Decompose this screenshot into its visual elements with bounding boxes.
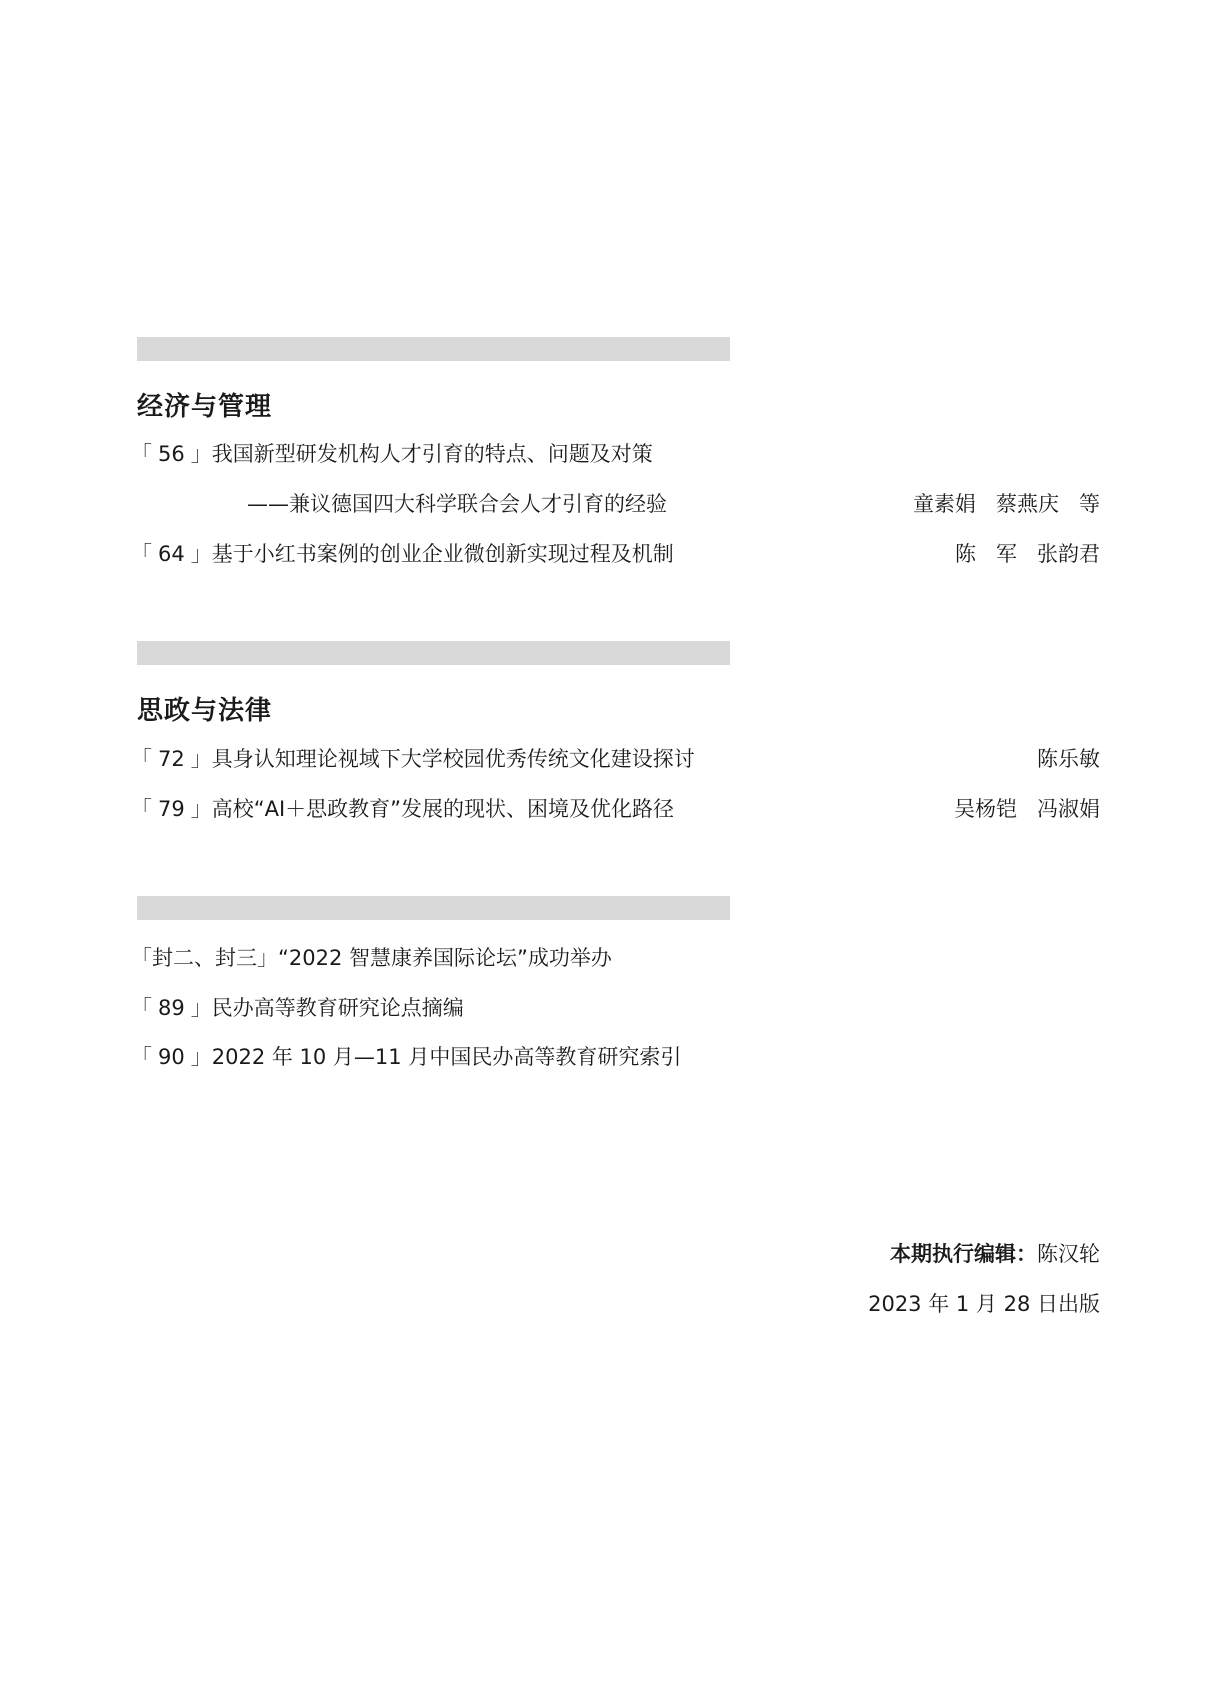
article-title: 具身认知理论视域下大学校园优秀传统文化建设探讨 (211, 747, 695, 771)
page-number: 72 (158, 747, 185, 771)
bracket-close: 」 (190, 996, 212, 1020)
bracket-close: 」 (257, 946, 278, 970)
bracket-open: 「 (131, 747, 152, 771)
section-divider-bar (137, 896, 730, 920)
toc-entry[interactable] (131, 440, 653, 468)
bracket-close: 」 (190, 1045, 212, 1069)
bracket-open: 「 (131, 542, 152, 566)
toc-entry[interactable] (131, 1043, 681, 1071)
toc-entry[interactable] (131, 540, 674, 568)
page-number: 90 (158, 1045, 185, 1069)
bracket-open: 「 (131, 1045, 152, 1069)
page-number: 89 (158, 996, 185, 1020)
section-title-economics: 经济与管理 (137, 392, 273, 422)
article-author: 吴杨铠 冯淑娟 (953, 797, 1100, 821)
page-number: 64 (158, 542, 185, 566)
article-author: 童素娟 蔡燕庆 等 (912, 492, 1100, 516)
article-title: 高校“AI＋思政教育”发展的现状、困境及优化路径 (211, 797, 675, 821)
editor-name: 陈汉轮 (1037, 1242, 1100, 1266)
bracket-close: 」 (190, 542, 212, 566)
toc-entry[interactable] (131, 795, 674, 823)
page-number: 79 (158, 797, 185, 821)
bracket-close: 」 (190, 797, 212, 821)
bracket-open: 「 (131, 797, 152, 821)
article-title: 民办高等教育研究论点摘编 (211, 996, 464, 1020)
article-title: 我国新型研发机构人才引育的特点、问题及对策 (211, 442, 653, 466)
bracket-open: 「 (131, 996, 152, 1020)
publication-date: 2023 年 1 月 28 日出版 (868, 1292, 1100, 1316)
bracket-close: 」 (190, 442, 212, 466)
article-title: 2022 年 10 月—11 月中国民办高等教育研究索引 (211, 1045, 682, 1069)
section-divider-bar (137, 337, 730, 361)
bracket-open: 「 (131, 442, 152, 466)
toc-entry[interactable] (131, 994, 464, 1022)
section-divider-bar (137, 641, 730, 665)
article-title: 基于小红书案例的创业企业微创新实现过程及机制 (211, 542, 674, 566)
article-title: “2022 智慧康养国际论坛”成功举办 (278, 946, 612, 970)
article-author: 陈 军 张韵君 (954, 542, 1100, 566)
toc-entry[interactable] (131, 944, 612, 972)
page-number: 封二、封三 (152, 946, 257, 970)
section-title-politics-law: 思政与法律 (137, 696, 273, 726)
bracket-open: 「 (131, 946, 152, 970)
toc-entry[interactable] (131, 745, 695, 773)
editor-label: 本期执行编辑： (890, 1242, 1037, 1266)
article-subtitle: ——兼议德国四大科学联合会人才引育的经验 (247, 492, 667, 516)
issue-editor (890, 1240, 1100, 1268)
bracket-close: 」 (190, 747, 212, 771)
article-author: 陈乐敏 (1037, 747, 1100, 771)
page-number: 56 (158, 442, 185, 466)
